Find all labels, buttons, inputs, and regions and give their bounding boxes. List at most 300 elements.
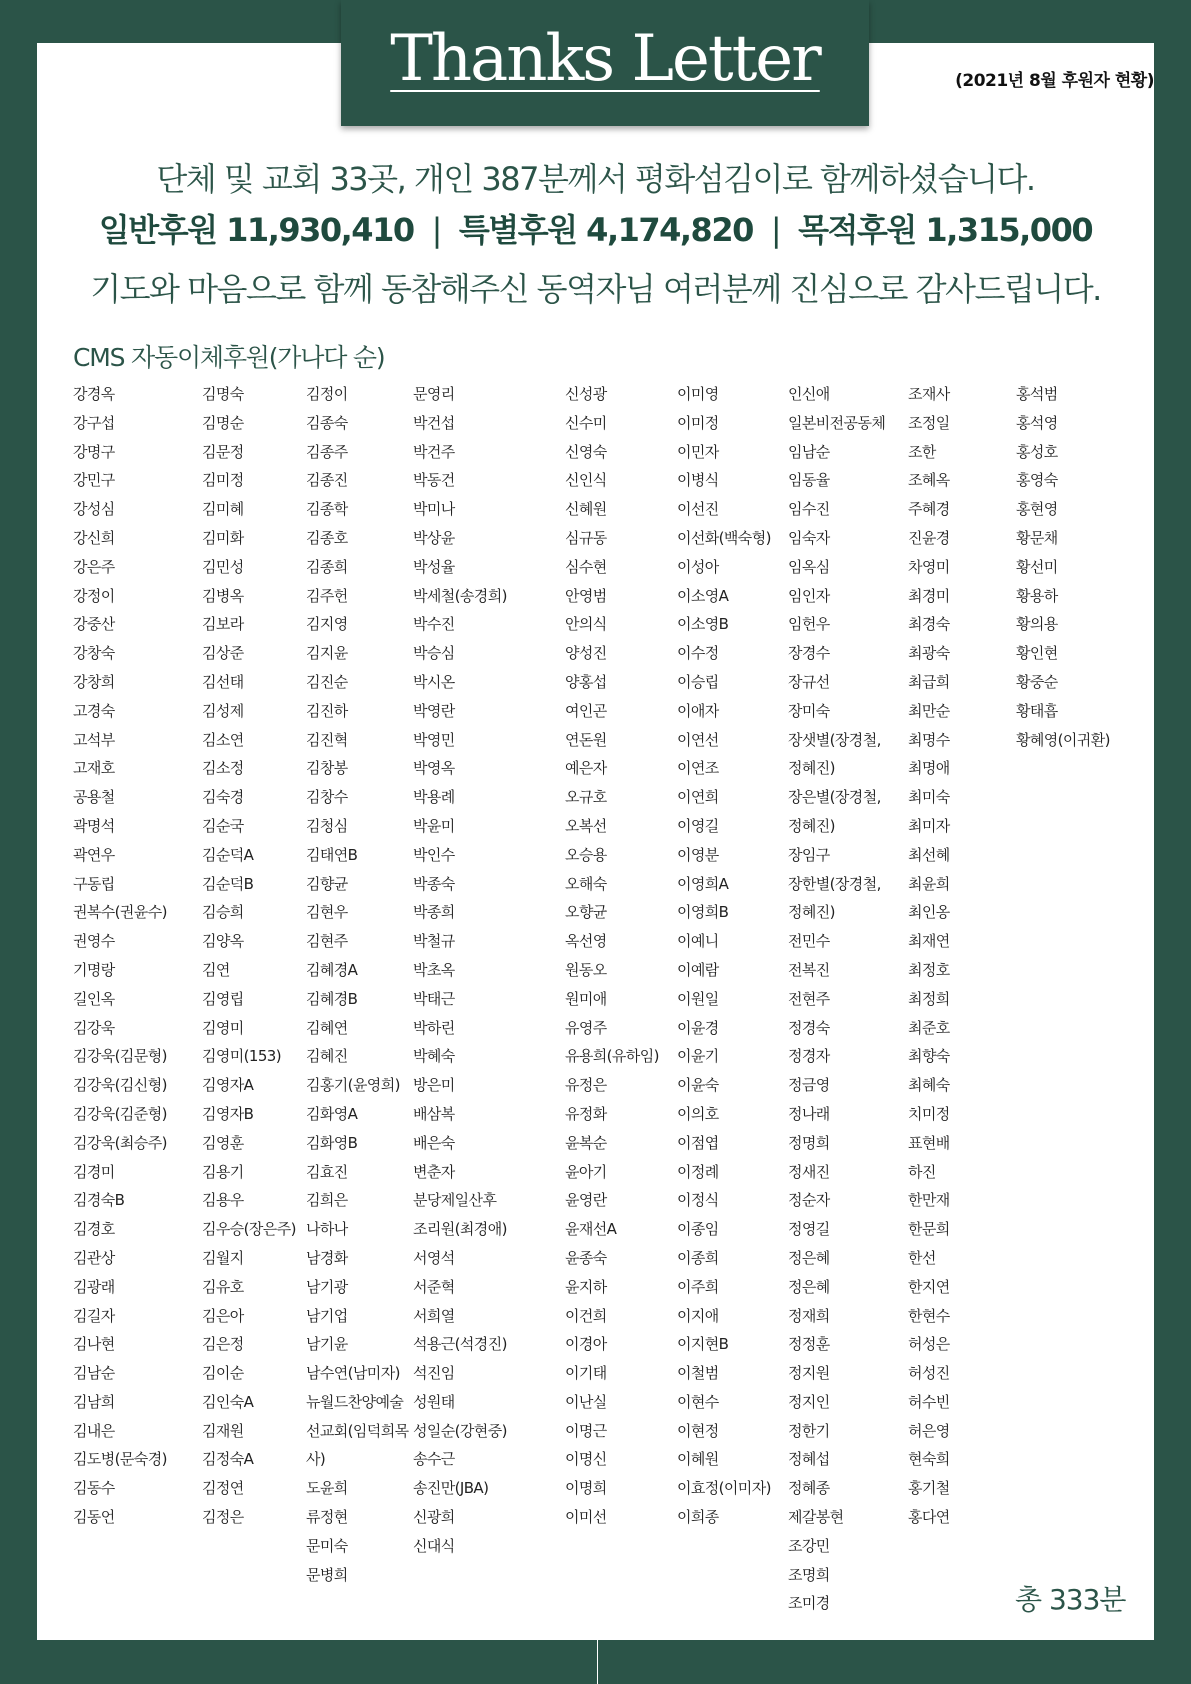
donor-name: 신혜원 bbox=[565, 500, 607, 519]
section-title: CMS 자동이체후원(가나다 순) bbox=[73, 343, 385, 372]
donor-name: 방은미 bbox=[413, 1076, 455, 1095]
donor-name: 김청심 bbox=[306, 816, 348, 835]
donor-name: 홍현영 bbox=[1016, 500, 1058, 519]
donor-name: 김혜경A bbox=[306, 960, 358, 979]
donor-name: 남경화 bbox=[306, 1248, 348, 1267]
donor-name: 김미화 bbox=[202, 528, 244, 547]
donor-name: 박건주 bbox=[413, 442, 455, 461]
donor-name: 문미숙 bbox=[306, 1536, 348, 1555]
donor-name: 김길자 bbox=[73, 1306, 115, 1325]
donor-name: 정순자 bbox=[788, 1191, 830, 1210]
donor-name: 김명순 bbox=[202, 413, 244, 432]
donor-name: 이현정 bbox=[677, 1421, 719, 1440]
donor-name: 최명애 bbox=[908, 759, 950, 778]
donor-name: 홍다연 bbox=[908, 1508, 950, 1527]
donor-name: 황선미 bbox=[1016, 557, 1058, 576]
donor-name: 배은숙 bbox=[413, 1133, 455, 1152]
donor-name: 최만순 bbox=[908, 701, 950, 720]
donor-name: 김강욱(김문형) bbox=[73, 1047, 167, 1066]
donor-name: 한현수 bbox=[908, 1306, 950, 1325]
donor-name: 도윤희 bbox=[306, 1479, 348, 1498]
page-title: Thanks Letter bbox=[390, 22, 820, 96]
donor-name: 연돈원 bbox=[565, 730, 607, 749]
donor-name: 정혜진) bbox=[788, 759, 835, 778]
thanks-message: 기도와 마음으로 함께 동참해주신 동역자님 여러분께 진심으로 감사드립니다. bbox=[90, 270, 1101, 308]
donor-name: 김종주 bbox=[306, 442, 348, 461]
donor-name: 김명숙 bbox=[202, 385, 244, 403]
donor-name: 박영옥 bbox=[413, 759, 455, 778]
donor-name: 이주희 bbox=[677, 1277, 719, 1296]
donor-name: 정경자 bbox=[788, 1047, 830, 1066]
donor-name: 김성제 bbox=[202, 701, 244, 720]
donor-name: 진윤경 bbox=[908, 528, 950, 547]
donor-name: 김나현 bbox=[73, 1335, 115, 1354]
donor-name: 이예람 bbox=[677, 960, 719, 979]
donor-name: 김순국 bbox=[202, 816, 244, 835]
donor-name: 정혜진) bbox=[788, 816, 835, 835]
donor-name: 최명수 bbox=[908, 730, 950, 749]
donor-name: 오해숙 bbox=[565, 874, 607, 893]
donor-name: 오복선 bbox=[565, 816, 607, 835]
donor-name: 성일순(강현중) bbox=[413, 1421, 507, 1440]
donor-name: 일본비전공동체 bbox=[788, 413, 886, 432]
donor-column-8 bbox=[908, 384, 950, 1536]
donor-name: 최미자 bbox=[908, 816, 950, 835]
donor-name: 박시온 bbox=[413, 672, 455, 691]
purpose-donation-total: 목적후원 1,315,000 bbox=[798, 211, 1093, 249]
donor-name: 최윤희 bbox=[908, 874, 950, 893]
donor-name: 최경숙 bbox=[908, 615, 950, 634]
donor-name: 정지인 bbox=[788, 1392, 830, 1411]
donor-name: 이경아 bbox=[565, 1335, 607, 1354]
donor-name: 김주헌 bbox=[306, 586, 348, 605]
donor-name: 유정화 bbox=[565, 1104, 607, 1123]
donor-name: 김정은 bbox=[202, 1508, 244, 1527]
donation-totals bbox=[37, 205, 1154, 251]
donor-name: 김은아 bbox=[202, 1306, 244, 1325]
donor-name: 예은자 bbox=[565, 759, 607, 778]
donor-name: 김인숙A bbox=[202, 1392, 254, 1411]
donor-name: 신수미 bbox=[565, 413, 607, 432]
donor-name: 김영미(153) bbox=[202, 1047, 282, 1066]
donor-name: 이효정(이미자) bbox=[677, 1479, 771, 1498]
donor-name: 허은영 bbox=[908, 1421, 950, 1440]
donor-name: 김양옥 bbox=[202, 932, 244, 951]
donor-name: 하진 bbox=[908, 1162, 936, 1181]
donor-name: 김연 bbox=[202, 960, 230, 979]
donor-name: 남수연(남미자) bbox=[306, 1364, 400, 1383]
separator: | bbox=[770, 211, 781, 249]
donor-name: 최인옹 bbox=[908, 903, 950, 922]
donor-name: 김영훈 bbox=[202, 1133, 244, 1152]
title-banner bbox=[341, 0, 869, 126]
donor-name: 윤아기 bbox=[565, 1162, 607, 1181]
donor-name: 임헌우 bbox=[788, 615, 830, 634]
donor-name: 장샛별(장경철, bbox=[788, 730, 881, 749]
donor-name: 이승립 bbox=[677, 672, 719, 691]
donor-name: 김영자A bbox=[202, 1076, 254, 1095]
donor-name: 제갈봉현 bbox=[788, 1508, 844, 1527]
donor-name: 장경수 bbox=[788, 644, 830, 663]
donor-name: 김현우 bbox=[306, 903, 348, 922]
donor-name: 배삼복 bbox=[413, 1104, 455, 1123]
donor-name: 강성심 bbox=[73, 500, 115, 519]
donor-name: 박동건 bbox=[413, 471, 455, 490]
donor-name: 정지원 bbox=[788, 1364, 830, 1383]
donor-name: 김승희 bbox=[202, 903, 244, 922]
donor-name: 김은정 bbox=[202, 1335, 244, 1354]
donor-name: 남기업 bbox=[306, 1306, 348, 1325]
donor-name: 이소영B bbox=[677, 615, 729, 634]
donor-name: 석용근(석경진) bbox=[413, 1335, 507, 1354]
donor-column-3 bbox=[306, 384, 408, 1593]
donor-name: 김현주 bbox=[306, 932, 348, 951]
donor-name: 이건희 bbox=[565, 1306, 607, 1325]
donor-name: 강중산 bbox=[73, 615, 115, 634]
donor-name: 이난실 bbox=[565, 1392, 607, 1411]
donor-name: 박세철(송경희) bbox=[413, 586, 507, 605]
donor-name: 최광숙 bbox=[908, 644, 950, 663]
donor-name: 이희종 bbox=[677, 1508, 719, 1527]
donor-name: 윤종숙 bbox=[565, 1248, 607, 1267]
donor-name: 박성율 bbox=[413, 557, 455, 576]
donor-name: 기명랑 bbox=[73, 960, 115, 979]
donor-name: 신성광 bbox=[565, 385, 607, 403]
donor-name: 이영희B bbox=[677, 903, 729, 922]
donor-column-4 bbox=[413, 384, 507, 1565]
donor-name: 황중순 bbox=[1016, 672, 1058, 691]
donor-name: 김이순 bbox=[202, 1364, 244, 1383]
donor-name: 박하린 bbox=[413, 1018, 455, 1037]
donor-name: 김병옥 bbox=[202, 586, 244, 605]
donor-name: 허성진 bbox=[908, 1364, 950, 1383]
donor-name: 이지애 bbox=[677, 1306, 719, 1325]
donor-name: 길인옥 bbox=[73, 989, 115, 1008]
donor-name: 인신애 bbox=[788, 385, 830, 403]
donor-name: 김관상 bbox=[73, 1248, 115, 1267]
donor-name: 임인자 bbox=[788, 586, 830, 605]
donor-name: 이애자 bbox=[677, 701, 719, 720]
donor-name: 정혜섭 bbox=[788, 1450, 830, 1469]
donor-name: 정나래 bbox=[788, 1104, 830, 1123]
donor-name: 김종진 bbox=[306, 471, 348, 490]
donor-name: 황용하 bbox=[1016, 586, 1058, 605]
donor-name: 이윤숙 bbox=[677, 1076, 719, 1095]
donor-name: 조리원(최경애) bbox=[413, 1220, 507, 1239]
donor-name: 김희은 bbox=[306, 1191, 348, 1210]
donor-name: 문병희 bbox=[306, 1565, 348, 1584]
donor-name: 김효진 bbox=[306, 1162, 348, 1181]
donor-name: 한문희 bbox=[908, 1220, 950, 1239]
donor-name: 최정희 bbox=[908, 989, 950, 1008]
donor-name: 송수근 bbox=[413, 1450, 455, 1469]
donor-name: 유영주 bbox=[565, 1018, 607, 1037]
donor-name: 김순덕B bbox=[202, 874, 254, 893]
donor-name: 조명희 bbox=[788, 1565, 830, 1584]
donor-name: 허성은 bbox=[908, 1335, 950, 1354]
donor-name: 박건섭 bbox=[413, 413, 455, 432]
donor-column-9 bbox=[1016, 384, 1110, 758]
donor-name: 이명신 bbox=[565, 1450, 607, 1469]
donor-name: 정정훈 bbox=[788, 1335, 830, 1354]
donor-name: 박용례 bbox=[413, 788, 455, 807]
donor-name: 김광래 bbox=[73, 1277, 115, 1296]
donor-name: 박철규 bbox=[413, 932, 455, 951]
donor-name: 한지연 bbox=[908, 1277, 950, 1296]
donor-name: 김강욱 bbox=[73, 1018, 115, 1037]
donor-name: 이미정 bbox=[677, 413, 719, 432]
donor-name: 조미경 bbox=[788, 1594, 830, 1613]
donor-name: 이영길 bbox=[677, 816, 719, 835]
separator: | bbox=[431, 211, 441, 249]
donor-name: 윤복순 bbox=[565, 1133, 607, 1152]
donor-name: 표현배 bbox=[908, 1133, 950, 1152]
donor-name: 정영길 bbox=[788, 1220, 830, 1239]
donor-name: 류정현 bbox=[306, 1508, 348, 1527]
donor-name: 박종희 bbox=[413, 903, 455, 922]
donor-name: 이혜원 bbox=[677, 1450, 719, 1469]
donor-name: 박미나 bbox=[413, 500, 455, 519]
donor-name: 이현수 bbox=[677, 1392, 719, 1411]
donor-name: 권영수 bbox=[73, 932, 115, 951]
donor-name: 정새진 bbox=[788, 1162, 830, 1181]
donor-name: 김소정 bbox=[202, 759, 244, 778]
donor-name: 김영미 bbox=[202, 1018, 244, 1037]
donor-name: 신영숙 bbox=[565, 442, 607, 461]
donor-name: 김혜연 bbox=[306, 1018, 348, 1037]
donor-name: 고경숙 bbox=[73, 701, 115, 720]
donor-name: 최경미 bbox=[908, 586, 950, 605]
donor-name: 김지영 bbox=[306, 615, 348, 634]
donor-name: 이연희 bbox=[677, 788, 719, 807]
donor-name: 황혜영(이귀환) bbox=[1016, 730, 1110, 749]
donor-name: 정경숙 bbox=[788, 1018, 830, 1037]
donor-name: 강민구 bbox=[73, 471, 115, 490]
donor-name: 김정이 bbox=[306, 385, 348, 403]
donor-name: 이정식 bbox=[677, 1191, 719, 1210]
donor-name: 김미정 bbox=[202, 471, 244, 490]
donor-name: 김화영A bbox=[306, 1104, 358, 1123]
donor-name: 강구섭 bbox=[73, 413, 115, 432]
donor-name: 심규동 bbox=[565, 528, 607, 547]
date-note: (2021년 8월 후원자 현황) bbox=[955, 71, 1154, 91]
divider bbox=[597, 1633, 598, 1684]
donor-name: 장한별(장경철, bbox=[788, 874, 881, 893]
donor-column-7 bbox=[788, 384, 885, 1622]
donor-name: 이기태 bbox=[565, 1364, 607, 1383]
donor-name: 신대식 bbox=[413, 1536, 455, 1555]
donor-name: 이윤경 bbox=[677, 1018, 719, 1037]
donor-name: 주혜경 bbox=[908, 500, 950, 519]
donor-name: 박초옥 bbox=[413, 960, 455, 979]
donor-name: 정금영 bbox=[788, 1076, 830, 1095]
donor-name: 강경옥 bbox=[73, 385, 115, 403]
donor-name: 강명구 bbox=[73, 442, 115, 461]
donor-name: 김보라 bbox=[202, 615, 244, 634]
donor-name: 강창숙 bbox=[73, 644, 115, 663]
donor-name: 서희열 bbox=[413, 1306, 455, 1325]
donor-name: 뉴월드찬양예술 bbox=[306, 1392, 404, 1411]
donor-name: 고석부 bbox=[73, 730, 115, 749]
donor-name: 김동언 bbox=[73, 1508, 115, 1527]
donor-name: 최미숙 bbox=[908, 788, 950, 807]
donor-name: 전현주 bbox=[788, 989, 830, 1008]
donor-name: 김홍기(윤영희) bbox=[306, 1076, 400, 1095]
donor-name: 김종희 bbox=[306, 557, 348, 576]
donor-name: 이성아 bbox=[677, 557, 719, 576]
donor-name: 조정일 bbox=[908, 413, 950, 432]
donor-name: 박인수 bbox=[413, 845, 455, 864]
donor-name: 김숙경 bbox=[202, 788, 244, 807]
donor-column-2 bbox=[202, 384, 296, 1536]
donor-name: 이병식 bbox=[677, 471, 719, 490]
donor-name: 허수빈 bbox=[908, 1392, 950, 1411]
donor-name: 박윤미 bbox=[413, 816, 455, 835]
donor-name: 김순덕A bbox=[202, 845, 254, 864]
donor-name: 이종임 bbox=[677, 1220, 719, 1239]
donor-name: 최선혜 bbox=[908, 845, 950, 864]
donor-name: 김재원 bbox=[202, 1421, 244, 1440]
donor-name: 임옥심 bbox=[788, 557, 830, 576]
donor-name: 이영희A bbox=[677, 874, 729, 893]
donor-name: 임수진 bbox=[788, 500, 830, 519]
donor-name: 김월지 bbox=[202, 1248, 244, 1267]
donor-name: 강신희 bbox=[73, 528, 115, 547]
donor-name: 남기윤 bbox=[306, 1335, 348, 1354]
donor-name: 이윤기 bbox=[677, 1047, 719, 1066]
donor-name: 정재희 bbox=[788, 1306, 830, 1325]
donor-name: 홍석영 bbox=[1016, 413, 1058, 432]
donor-name: 안의식 bbox=[565, 615, 607, 634]
donor-name: 황인현 bbox=[1016, 644, 1058, 663]
donor-name: 송진만(JBA) bbox=[413, 1479, 489, 1498]
donor-name: 이선진 bbox=[677, 500, 719, 519]
donor-name: 유정은 bbox=[565, 1076, 607, 1095]
donor-name: 이예니 bbox=[677, 932, 719, 951]
donor-name: 서준혁 bbox=[413, 1277, 455, 1296]
donor-name: 이종희 bbox=[677, 1248, 719, 1267]
donor-name: 오규호 bbox=[565, 788, 607, 807]
donor-name: 김혜진 bbox=[306, 1047, 348, 1066]
donor-name: 오승용 bbox=[565, 845, 607, 864]
donor-name: 박승심 bbox=[413, 644, 455, 663]
donor-name: 신광희 bbox=[413, 1508, 455, 1527]
donor-name: 최정호 bbox=[908, 960, 950, 979]
donor-name: 한만재 bbox=[908, 1191, 950, 1210]
donor-name: 김동수 bbox=[73, 1479, 115, 1498]
donor-name: 김미혜 bbox=[202, 500, 244, 519]
donor-name: 치미정 bbox=[908, 1104, 950, 1123]
donor-name: 김진순 bbox=[306, 672, 348, 691]
donor-name: 김남순 bbox=[73, 1364, 115, 1383]
donor-name: 이수정 bbox=[677, 644, 719, 663]
donor-name: 신인식 bbox=[565, 471, 607, 490]
donor-name: 여인곤 bbox=[565, 701, 607, 720]
donor-name: 김경미 bbox=[73, 1162, 115, 1181]
donor-name: 선교회(임덕희목 bbox=[306, 1421, 409, 1440]
donor-name: 옥선영 bbox=[565, 932, 607, 951]
donor-name: 이철범 bbox=[677, 1364, 719, 1383]
donor-name: 양성진 bbox=[565, 644, 607, 663]
donor-name: 김도병(문숙경) bbox=[73, 1450, 167, 1469]
donor-name: 원동오 bbox=[565, 960, 607, 979]
donor-name: 김우승(장은주) bbox=[202, 1220, 296, 1239]
donor-name: 김영립 bbox=[202, 989, 244, 1008]
donor-name: 석진임 bbox=[413, 1364, 455, 1383]
donor-name: 김진하 bbox=[306, 701, 348, 720]
donor-name: 조재사 bbox=[908, 385, 950, 403]
donor-name: 박혜숙 bbox=[413, 1047, 455, 1066]
donor-name: 장임구 bbox=[788, 845, 830, 864]
donor-name: 김혜경B bbox=[306, 989, 358, 1008]
donor-name: 박태근 bbox=[413, 989, 455, 1008]
donor-name: 이명희 bbox=[565, 1479, 607, 1498]
donor-name: 이정례 bbox=[677, 1162, 719, 1181]
donor-name: 김선태 bbox=[202, 672, 244, 691]
donor-name: 김문정 bbox=[202, 442, 244, 461]
donor-name: 홍영숙 bbox=[1016, 471, 1058, 490]
donor-name: 강정이 bbox=[73, 586, 115, 605]
donor-name: 이점엽 bbox=[677, 1133, 719, 1152]
donor-name: 권복수(권윤수) bbox=[73, 903, 167, 922]
donor-name: 유용희(유하임) bbox=[565, 1047, 659, 1066]
donor-name: 김유호 bbox=[202, 1277, 244, 1296]
donor-name: 사) bbox=[306, 1450, 326, 1469]
donor-name: 성원태 bbox=[413, 1392, 455, 1411]
donor-name: 한선 bbox=[908, 1248, 936, 1267]
donor-name: 이영분 bbox=[677, 845, 719, 864]
donor-name: 김용우 bbox=[202, 1191, 244, 1210]
donor-name: 임동율 bbox=[788, 471, 830, 490]
donor-name: 곽명석 bbox=[73, 816, 115, 835]
donor-name: 최급희 bbox=[908, 672, 950, 691]
donor-name: 오향균 bbox=[565, 903, 607, 922]
donor-name: 김민성 bbox=[202, 557, 244, 576]
donor-name: 남기광 bbox=[306, 1277, 348, 1296]
donor-name: 이소영A bbox=[677, 586, 729, 605]
donor-name: 김종호 bbox=[306, 528, 348, 547]
donor-name: 김정숙A bbox=[202, 1450, 254, 1469]
donor-name: 문영리 bbox=[413, 385, 455, 403]
donor-name: 황태흡 bbox=[1016, 701, 1058, 720]
donor-name: 김향균 bbox=[306, 874, 348, 893]
donor-name: 변춘자 bbox=[413, 1162, 455, 1181]
donor-name: 정혜진) bbox=[788, 903, 835, 922]
general-donation-total: 일반후원 11,930,410 bbox=[98, 211, 414, 249]
donor-name: 심수현 bbox=[565, 557, 607, 576]
donor-name: 김태연B bbox=[306, 845, 358, 864]
donor-name: 최향숙 bbox=[908, 1047, 950, 1066]
donor-name: 김상준 bbox=[202, 644, 244, 663]
donor-name: 홍성호 bbox=[1016, 442, 1058, 461]
donor-name: 이연선 bbox=[677, 730, 719, 749]
donor-name: 이의호 bbox=[677, 1104, 719, 1123]
donor-name: 정혜종 bbox=[788, 1479, 830, 1498]
donor-name: 분당제일산후 bbox=[413, 1191, 497, 1210]
donor-name: 구동립 bbox=[73, 874, 115, 893]
special-donation-total: 특별후원 4,174,820 bbox=[458, 211, 753, 249]
donor-name: 원미애 bbox=[565, 989, 607, 1008]
donor-name: 김화영B bbox=[306, 1133, 358, 1152]
donor-name: 최혜숙 bbox=[908, 1076, 950, 1095]
donor-name: 강은주 bbox=[73, 557, 115, 576]
donor-name: 곽연우 bbox=[73, 845, 115, 864]
donor-name: 박영란 bbox=[413, 701, 455, 720]
donor-name: 박종숙 bbox=[413, 874, 455, 893]
donor-name: 윤영란 bbox=[565, 1191, 607, 1210]
donor-name: 김소연 bbox=[202, 730, 244, 749]
donor-name: 서영석 bbox=[413, 1248, 455, 1267]
